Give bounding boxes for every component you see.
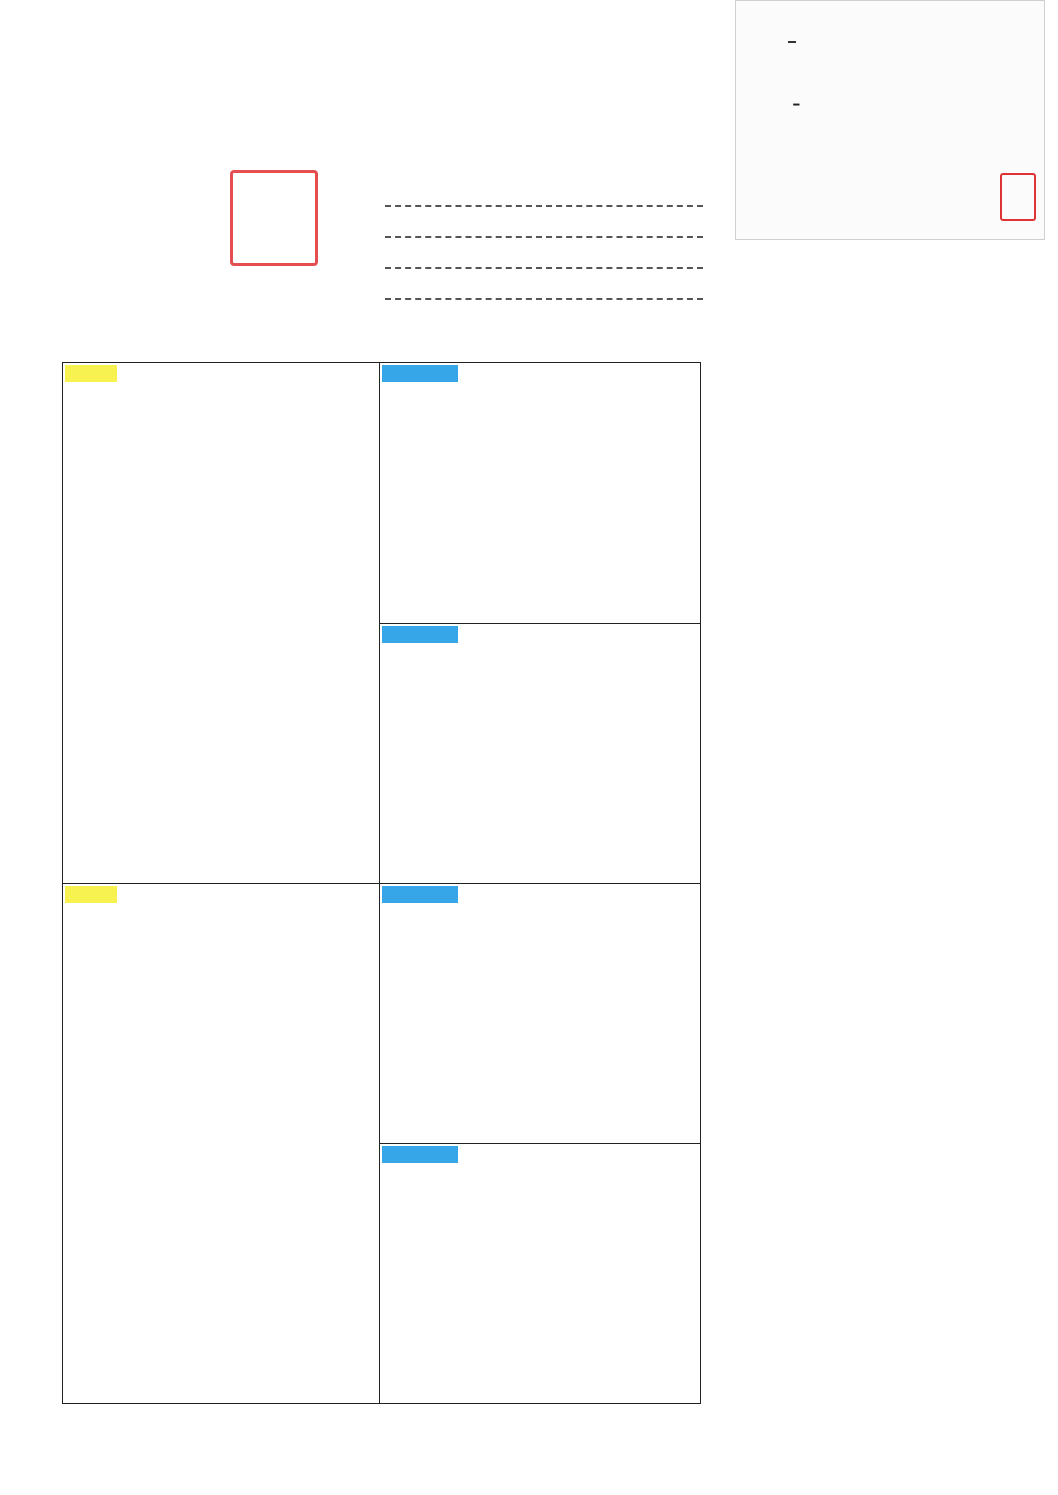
dam-gf-tag [382,886,458,903]
card-ring-number: - [792,89,809,117]
sire-grandmother-cell [379,623,701,884]
sire-grandfather-cell [379,362,701,624]
info-row-ring [385,176,703,207]
info-row-sex [385,238,703,269]
sire-cell [62,362,380,884]
card-title-jp [788,41,796,43]
info-row-color [385,207,703,238]
sire-gm-tag [382,626,458,643]
dam-cell [62,883,380,1404]
info-row-birthdate [385,269,703,300]
ownership-card [735,0,1045,240]
dam-gm-tag [382,1146,458,1163]
dam-grandmother-cell [379,1143,701,1404]
pedigree-chart [62,362,1022,1404]
bird-info-table [385,176,703,300]
sire-gf-tag [382,365,458,382]
dam-grandfather-cell [379,883,701,1144]
card-association-stamp [1000,173,1036,221]
sire-tag [65,365,117,382]
owner-seal-stamp [230,170,318,266]
dam-tag [65,886,117,903]
